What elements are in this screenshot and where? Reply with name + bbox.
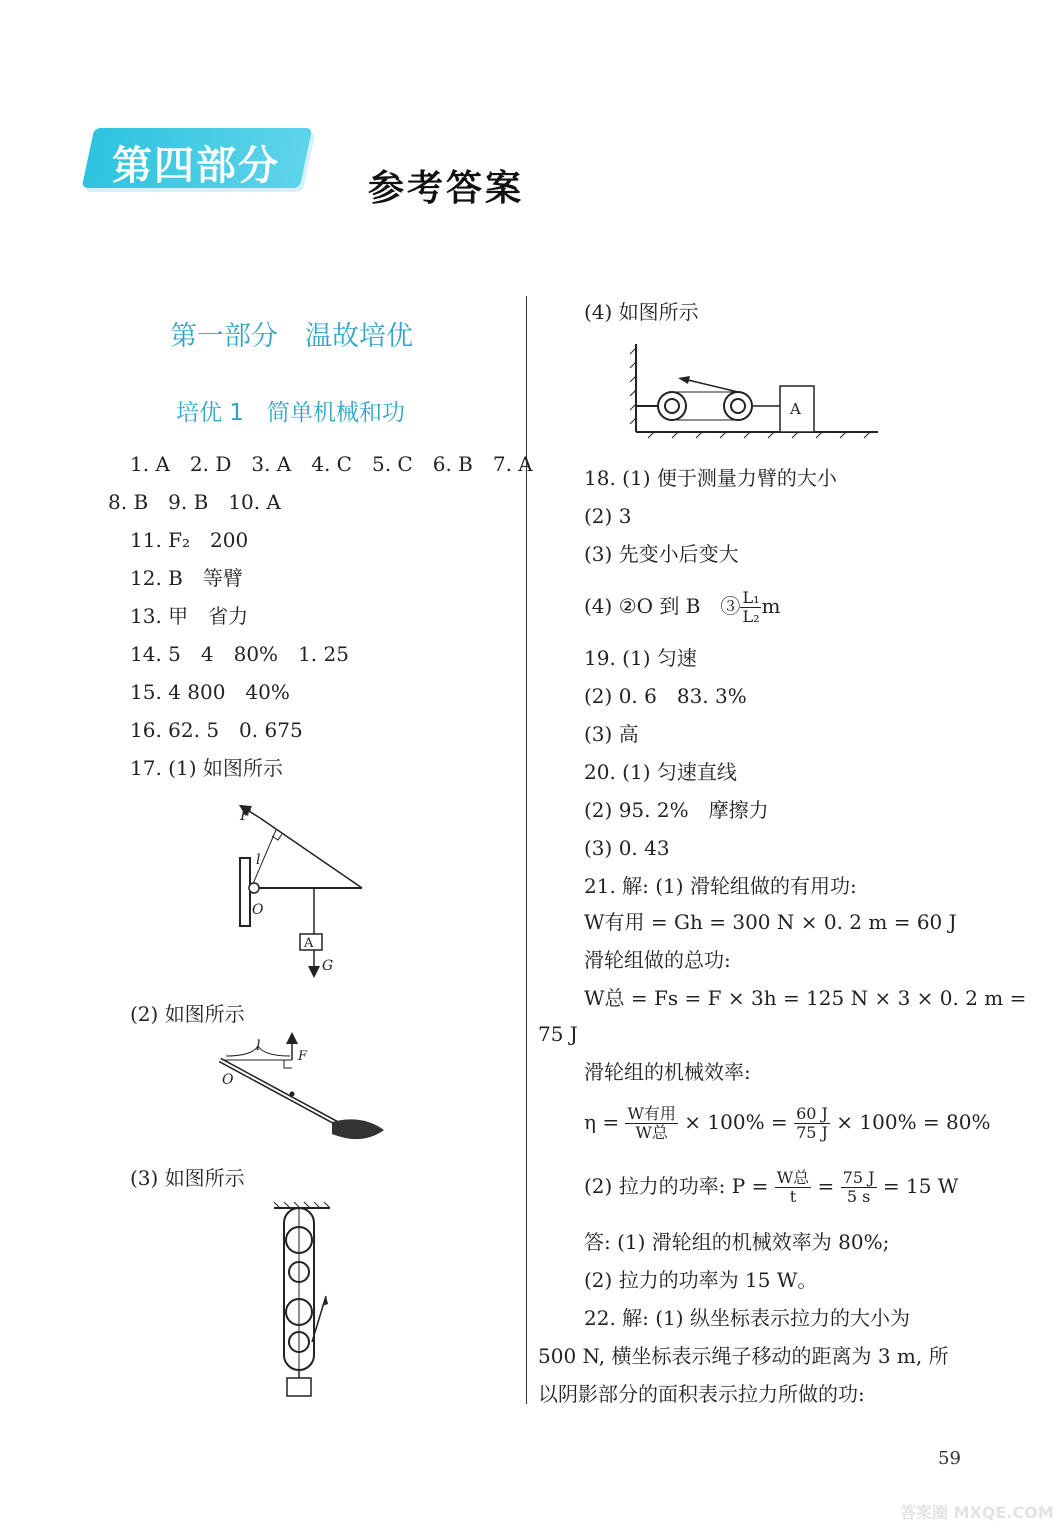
answer-line: 1. A 2. D 3. A 4. C 5. C 6. B 7. A	[130, 452, 533, 476]
eq-result: = 15 W	[882, 1174, 959, 1198]
power-equation	[584, 1164, 958, 1208]
answer-line: (3) 0. 43	[584, 836, 670, 860]
answer-line: 14. 5 4 80% 1. 25	[130, 642, 349, 666]
page-title: 参考答案	[368, 168, 525, 209]
answer-line: (2) 0. 6 83. 3%	[584, 684, 747, 708]
fraction-values	[794, 1105, 830, 1142]
fraction-denominator: t	[789, 1187, 797, 1206]
eq-result: × 100% = 80%	[836, 1110, 991, 1134]
answer-line: 12. B 等臂	[130, 566, 243, 590]
answer-line: (2) 95. 2% 摩擦力	[584, 798, 769, 822]
answer-line: 500 N, 横坐标表示绳子移动的距离为 3 m, 所	[538, 1344, 949, 1368]
pulley-block-diagram	[270, 1200, 350, 1400]
fraction-values	[841, 1169, 877, 1206]
answer-line: 17. (1) 如图所示	[130, 756, 283, 780]
answer-line: (2) 如图所示	[130, 1002, 245, 1026]
fraction-numerator: 60 J	[796, 1104, 828, 1123]
fraction-numerator: W有用	[627, 1104, 676, 1123]
fraction-numerator: L₁	[742, 588, 760, 607]
fig2-label-f: F	[298, 1049, 308, 1064]
answer-line: (2) 拉力的功率为 15 W。	[584, 1268, 818, 1292]
lever-diagram-1	[230, 800, 380, 980]
efficiency-equation	[584, 1100, 991, 1144]
answer-line: 滑轮组做的总功:	[584, 948, 731, 972]
section-title: 培优 1 简单机械和功	[176, 400, 405, 426]
answer-line: W有用 = Gh = 300 N × 0. 2 m = 60 J	[584, 910, 957, 934]
fig2-label-l: l	[256, 1038, 261, 1054]
r4-text: (4) ②O 到 B ③	[584, 594, 741, 618]
page-number: 59	[938, 1448, 961, 1469]
answer-line: 8. B 9. B 10. A	[108, 490, 281, 514]
power-label: (2) 拉力的功率: P =	[584, 1174, 769, 1198]
fig4-label-a: A	[790, 400, 801, 418]
answer-line: 22. 解: (1) 纵坐标表示拉力的大小为	[584, 1306, 910, 1330]
banner-text: 第四部分	[112, 143, 280, 189]
answer-line: 13. 甲 省力	[130, 604, 249, 628]
part-title: 第一部分 温故培优	[170, 321, 413, 352]
fig1-label-o: O	[252, 902, 264, 918]
fraction-denominator: 5 s	[846, 1187, 871, 1206]
shovel-diagram	[212, 1030, 392, 1150]
fig1-label-a: A	[304, 936, 314, 951]
answer-line: 75 J	[538, 1022, 578, 1046]
answer-line: 答: (1) 滑轮组的机械效率为 80%;	[584, 1230, 890, 1254]
fraction-denominator: W总	[635, 1123, 668, 1142]
answer-line: 21. 解: (1) 滑轮组做的有用功:	[584, 874, 857, 898]
fraction-w-t	[775, 1169, 811, 1206]
eta-label: η =	[584, 1110, 620, 1134]
answer-line: 18. (1) 便于测量力臂的大小	[584, 466, 837, 490]
answer-line: (3) 高	[584, 722, 639, 746]
fig1-label-l: l	[256, 852, 261, 868]
fig1-label-f: F	[240, 806, 251, 824]
fig2-label-o: O	[222, 1072, 234, 1088]
answer-line: 19. (1) 匀速	[584, 646, 697, 670]
eq-sign: =	[817, 1174, 835, 1198]
answer-line: 以阴影部分的面积表示拉力所做的功:	[538, 1382, 865, 1406]
answer-line: (3) 如图所示	[130, 1166, 245, 1190]
fraction-numerator: 75 J	[842, 1168, 875, 1187]
fig1-label-g: G	[322, 958, 334, 974]
watermark: 答案圈 MXQE.COM	[900, 1503, 1054, 1522]
answer-line-fraction	[584, 588, 780, 626]
eq-mid: × 100% =	[684, 1110, 788, 1134]
answer-line: 16. 62. 5 0. 675	[130, 718, 303, 742]
answer-line: (4) 如图所示	[584, 300, 699, 324]
answer-line: 15. 4 800 40%	[130, 680, 290, 704]
answer-line: 20. (1) 匀速直线	[584, 760, 737, 784]
answer-line: 滑轮组的机械效率:	[584, 1060, 751, 1084]
fraction-l1-l2	[740, 589, 761, 626]
pulley-floor-diagram	[628, 340, 882, 440]
fraction-work-ratio	[625, 1105, 677, 1142]
answer-line: 11. F₂ 200	[130, 528, 249, 552]
r4-suffix: m	[761, 594, 781, 618]
fraction-denominator: L₂	[742, 607, 760, 626]
answer-line: W总 = Fs = F × 3h = 125 N × 3 × 0. 2 m =	[584, 986, 1027, 1010]
answer-line: (3) 先变小后变大	[584, 542, 739, 566]
fraction-denominator: 75 J	[796, 1123, 828, 1142]
fraction-numerator: W总	[776, 1168, 810, 1187]
answer-line: (2) 3	[584, 504, 632, 528]
